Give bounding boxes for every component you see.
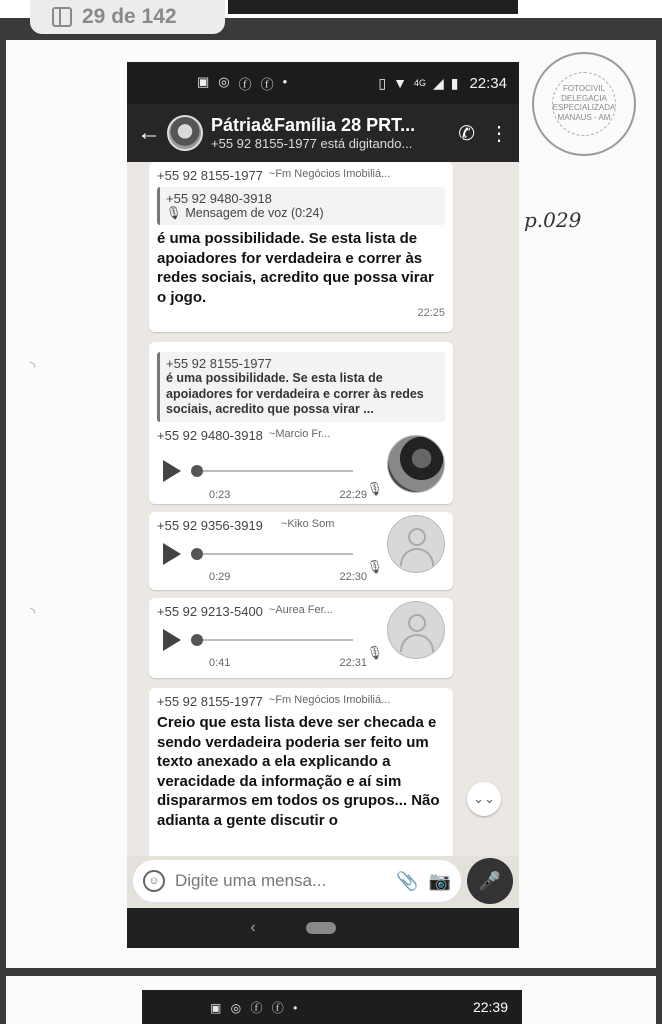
back-nav-icon[interactable]: ‹ <box>250 919 256 936</box>
sender-number: +55 92 8155-1977 <box>157 168 263 183</box>
status-icons: ▣ ◎ ⓕ ⓕ • <box>210 1000 301 1015</box>
stamp-text: DELEGACIA <box>561 93 607 103</box>
message-bubble[interactable] <box>149 342 453 504</box>
mic-icon: 🎙 <box>366 480 383 496</box>
message-bubble[interactable] <box>149 162 453 332</box>
android-nav-bar <box>127 908 519 948</box>
official-stamp <box>532 52 636 156</box>
next-page-edge <box>6 976 656 1024</box>
voice-message <box>157 623 445 660</box>
message-text: Creio que esta lista deve ser checada e sendo verdadeira poderia ser feito um texto anexado a ela explicando a veracidade da informação e aí sim dispararmos em todos os grupos... Não adianta a gente discutir o <box>157 714 440 829</box>
scroll-down-button[interactable] <box>467 782 501 816</box>
gallery-icon: ▣ <box>197 73 210 89</box>
play-icon[interactable] <box>163 543 181 565</box>
stamp-text: ESPECIALIZADA <box>552 103 616 113</box>
sender-alias: ~Fm Negócios Imobiliá... <box>268 168 391 180</box>
voice-duration: 0:23 <box>209 488 231 501</box>
message-bubble[interactable] <box>149 598 453 678</box>
typing-status: +55 92 8155-1977 está digitando... <box>211 136 413 151</box>
voice-progress-track[interactable] <box>193 639 353 641</box>
sender-number: +55 92 9213-5400 <box>157 604 263 619</box>
facebook-icon: ⓕ <box>238 76 252 92</box>
page-indicator[interactable] <box>30 0 225 34</box>
attach-icon[interactable]: 📎 <box>396 870 419 891</box>
quoted-message[interactable] <box>157 352 445 422</box>
camera-icon[interactable]: 📷 <box>428 870 451 891</box>
clock: 22:39 <box>472 999 508 1015</box>
handwritten-page-number: p.029 <box>524 208 582 232</box>
voice-progress-track[interactable] <box>193 553 353 555</box>
margin-mark: ◝ <box>30 358 36 374</box>
vibrate-icon: ▯ <box>378 74 387 91</box>
progress-handle[interactable] <box>191 465 203 477</box>
quoted-sender: +55 92 8155-1977 <box>166 356 272 371</box>
play-icon[interactable] <box>163 629 181 651</box>
message-list[interactable] <box>127 162 519 856</box>
clock: 22:34 <box>469 74 507 92</box>
network-label: 4G <box>413 78 426 88</box>
quoted-sender: +55 92 9480-3918 <box>166 191 272 206</box>
chat-title-block[interactable] <box>211 115 444 151</box>
message-time: 22:29 <box>339 488 367 501</box>
mic-icon: 🎙 <box>366 559 383 574</box>
message-text: é uma possibilidade. Se esta lista de apoiadores for verdadeira e correr às redes sociais, acredito que possa virar o jogo. <box>157 230 434 306</box>
play-icon[interactable] <box>163 460 181 482</box>
add-call-icon[interactable]: ✆ <box>458 122 475 145</box>
mic-icon: 🎙 <box>166 206 182 220</box>
next-page-status-bar <box>142 990 522 1024</box>
status-bar <box>127 62 519 104</box>
message-time: 22:31 <box>339 657 367 669</box>
sender-alias: ~Fm Negócios Imobiliá... <box>268 694 391 706</box>
mic-icon: 🎙 <box>366 645 383 660</box>
stamp-text: MANAUS - AM <box>557 112 611 122</box>
default-avatar[interactable] <box>387 515 445 573</box>
emoji-icon[interactable]: ☺ <box>143 870 165 892</box>
signal-icon: ◢ <box>432 74 444 91</box>
sender-number: +55 92 8155-1977 <box>157 694 263 709</box>
mic-icon: 🎤 <box>478 870 502 891</box>
battery-icon: ▮ <box>450 74 459 91</box>
pages-icon <box>52 7 72 27</box>
progress-handle[interactable] <box>191 634 203 646</box>
message-time: 22:25 <box>417 307 445 319</box>
message-composer <box>127 856 519 906</box>
double-chevron-down-icon: ⌄⌄ <box>473 791 495 806</box>
sender-alias: ~Aurea Fer... <box>268 604 333 616</box>
home-pill[interactable] <box>306 922 336 934</box>
facebook-icon: ⓕ <box>260 76 274 92</box>
progress-handle[interactable] <box>191 548 203 560</box>
margin-mark: ◝ <box>30 604 36 620</box>
input-placeholder: Digite uma mensa... <box>175 871 327 890</box>
message-bubble[interactable] <box>149 688 453 856</box>
quoted-voice-label: Mensagem de voz (0:24) <box>185 206 324 220</box>
sender-alias: ~Marcio Fr... <box>268 427 331 440</box>
whatsapp-icon: ◎ <box>218 73 230 89</box>
phone-screenshot <box>127 62 519 948</box>
voice-record-button[interactable] <box>467 858 513 904</box>
back-arrow-icon[interactable]: ← <box>137 119 161 146</box>
sender-alias: ~Kiko Som <box>280 518 335 530</box>
sender-number: +55 92 9480-3918 <box>157 427 263 443</box>
voice-progress-track[interactable] <box>193 470 353 472</box>
wifi-icon: ▼ <box>393 75 407 91</box>
stamp-text: FOTOCIVIL <box>562 84 606 93</box>
sender-number: +55 92 9356-3919 <box>157 518 263 533</box>
message-input[interactable] <box>133 860 461 902</box>
voice-duration: 0:41 <box>209 657 231 669</box>
quoted-text: é uma possibilidade. Se esta lista de apoiadores for verdadeira e correr às redes sociais, acredito que possa virar ... <box>166 371 424 417</box>
chat-header <box>127 104 519 162</box>
voice-duration: 0:29 <box>209 571 231 583</box>
voice-message <box>157 537 445 574</box>
group-title: Pátria&Família 28 PRT... <box>211 115 416 135</box>
default-avatar[interactable] <box>387 601 445 659</box>
group-avatar[interactable] <box>167 115 203 151</box>
page-indicator-label: 29 de 142 <box>82 5 177 28</box>
document-page <box>6 40 656 968</box>
quoted-message[interactable] <box>157 187 445 225</box>
sender-photo-avatar[interactable] <box>387 435 445 493</box>
message-bubble[interactable] <box>149 512 453 590</box>
dot-icon: • <box>282 73 288 89</box>
message-time: 22:30 <box>339 571 367 583</box>
more-options-icon[interactable]: ⋮ <box>489 122 509 145</box>
